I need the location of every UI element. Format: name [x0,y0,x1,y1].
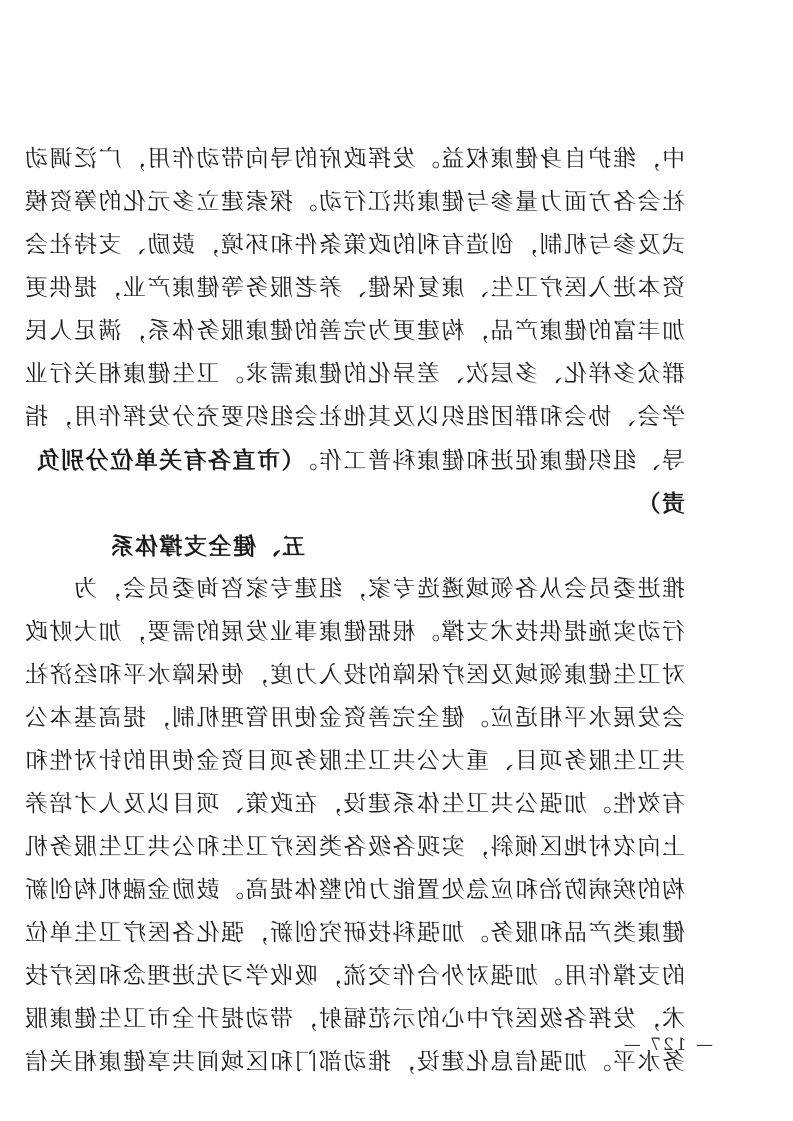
body-text [23,138,685,1084]
text-line: 加丰富的健康产品，构建更为完善的健康服务体系，满足人民 [23,318,685,344]
page-number: — 127 — [621,1035,713,1055]
text-line: 上向农村地区倾斜，实现各级各类医疗卫生和公共卫生服务机 [23,834,685,860]
text-line [85,482,685,525]
text-line: 学会、协会和群团组织以及其他社会组织要充分发挥作用，指 [23,404,685,430]
text-line: 群众多样化、多层次、差异化的健康需求。卫生健康相关行业 [23,361,685,387]
text-line: 术，发挥各级医疗中心的示范辐射，带动提升全市卫生健康服 [23,1006,685,1032]
text-line: 推进委员会从各领域遴选专家，组建专家咨询委员会，为 [72,576,685,602]
text-line: 共卫生服务项目、重大公共卫生服务项目资金使用的针对性和 [23,748,685,774]
text-line: 会发展水平相适应。健全完善资金使用管理机制，提高基本公 [23,705,685,731]
text-line: 有效性。加强公共卫生体系建设，在政策、项目以及人才培养 [23,791,685,817]
section-heading: 五、健全支撑体系 [109,533,305,560]
text-line: 中，维护自身健康权益。发挥政府的导向带动作用，广泛调动 [23,146,685,172]
text-line: 资本进入医疗卫生、康复保健、养老服务等健康产业，提供更 [23,275,685,301]
text-line: 对卫生健康领域及医疗保障的投入力度，使保障水平和经济社 [23,662,685,688]
responsible-units: （市直各有关单位分别负 [35,447,293,474]
line-text: 导、组织健康促进和健康科普工作。 [293,448,685,474]
text-line: 构的疾病防治和应急处置能力的整体提高。鼓励金融机构创新 [23,877,685,903]
text-line: 健康类产品和服务。加强科技研究创新，强化各医疗卫生单位 [23,920,685,946]
text-line: 行动实施提供技术支撑。根据健康事业发展的需要，加大财政 [23,619,685,645]
responsible-units: 责） [636,490,685,517]
text-line [35,439,685,482]
text-line: 的支撑作用。加强对外合作交流，吸收学习先进理念和医疗技 [23,963,685,989]
text-line: 务水平。加强信息化建设，推动部门和区域间共享健康相关信 [23,1049,685,1075]
text-line: 式及参与机制，创造有利的政策条件和环境，鼓励、支持社会 [23,232,685,258]
text-line: 社会各方面力量参与健康洪江行动。探索建立多元化的筹资模 [23,189,685,215]
